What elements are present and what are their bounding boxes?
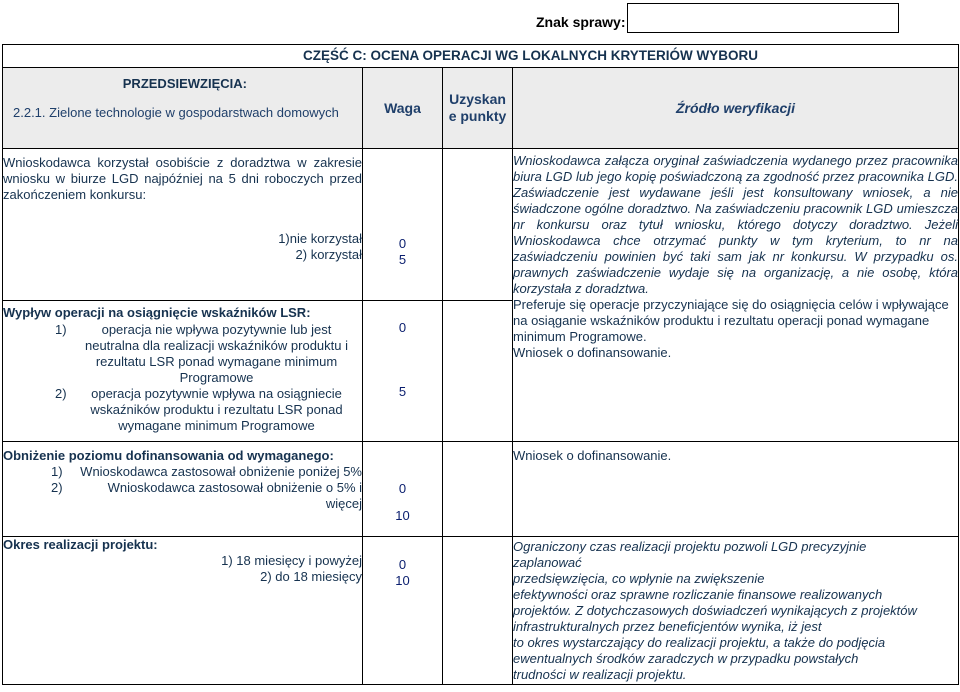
waga-label: Waga [384,100,421,116]
source-cell-dofinansowanie [513,442,959,537]
option-2 [3,480,362,512]
weight-1: 0 [398,557,407,572]
option-1-text: Wnioskodawca zastosował obniżenie poniżej 5% [80,464,362,479]
source-line: to okres wystarczający do realizacji projektu, a także do podjęcia [513,635,886,650]
option-1: 1) 18 miesięcy i powyżej [221,553,362,568]
option-1: 1)nie korzystał [278,231,362,246]
source-line: trudności w realizacji projektu. [513,667,687,682]
source-wniosek-2: Wniosek o dofinansowanie. [513,448,672,463]
weight-cell-wskazniki [363,301,443,442]
option-2-text: Wnioskodawca zastosował obniżenie o 5% i więcej [107,480,362,511]
criterion-doradztwo: Wnioskodawca korzystał osobiście z doradztwa w zakresie wniosku w biurze LGD najpóźniej na 5 dni roboczych przed zakończeniem konkursu: [3,155,362,202]
option-1-number: 1) [51,464,63,479]
source-line: ewentualnych środków zaradczych w przypadku powstałych [513,651,859,666]
weight-2: 10 [395,573,410,588]
criterion-cell-doradztwo [3,149,363,301]
criteria-table [2,44,959,685]
case-number-field[interactable] [627,3,899,33]
source-line: Ograniczony czas realizacji projektu pozwoli LGD precyzyjnie [513,539,867,554]
source-okres [513,539,958,683]
source-cell-doradztwo [513,149,959,442]
criterion-cell-dofinansowanie [3,442,363,537]
option-1-number: 1) [55,322,67,337]
source-wniosek-1: Wniosek o dofinansowanie. [513,345,672,360]
case-number-label: Znak sprawy: [536,14,626,30]
source-doradztwo: Wnioskodawca załącza oryginał zaświadczenia wydanego przez pracownika biura LGD lub jego kopię poświadczoną za zgodność przez pracownika LGD. Zaświadczenie jest wydawane jeśli jest konsultowany wniosek, a nie świadczone ogólne doradztwo. Na zaświadczeniu pracownik LGD umieszcza nr konkursu oraz tytuł wniosku, którego dotyczy doradztwo. Jeżeli Wnioskodawca chce otrzymać punkty w tym kryterium, to nr na zaświadczeniu powinien być taki sam jak nr konkursu. W przypadku os. prawnych zaświadczenie wydaje się na organizację, a nie osobę, która korzystała z doradztwa. [513,153,958,296]
weight-cell-dofinansowanie [363,442,443,537]
weight-1: 0 [398,320,407,335]
weight-1: 0 [398,481,407,496]
source-wskazniki: Preferuje się operacje przyczyniające się do osiągnięcia celów i wpływające na osiąganie wskaźników produktu i rezultatu operacji ponad wymagane minimum Programowe. [513,297,949,344]
przedsiewziecia-label: PRZEDSIEWZIĘCIA: [122,76,247,91]
uzyskane-label-line1: Uzyskan [449,91,506,107]
weight-2: 5 [398,252,407,267]
criterion-dofinansowanie: Obniżenie poziomu dofinansowania od wymaganego: [3,448,334,463]
weight-2: 10 [395,508,410,523]
points-cell-wskazniki[interactable] [443,301,513,442]
option-2: 2) do 18 miesięcy [260,569,362,584]
weight-2: 5 [398,384,407,399]
criterion-okres: Okres realizacji projektu: [3,537,158,552]
option-2: 2) korzystał [295,247,362,262]
points-cell-okres[interactable] [443,537,513,685]
points-cell-doradztwo[interactable] [443,149,513,301]
option-1 [3,464,362,480]
option-2-number: 2) [51,480,63,495]
weight-cell-doradztwo [363,149,443,301]
source-line: efektywności oraz sprawne rozliczanie finansowe realizowanych [513,587,883,602]
col-header-uzyskane [443,68,513,149]
source-cell-okres [513,537,959,685]
option-2 [3,386,362,434]
criterion-wskazniki: Wypływ operacji na osiągnięcie wskaźników LSR: [3,305,311,320]
weight-cell-okres [363,537,443,685]
uzyskane-label-line2: e punkty [448,108,507,124]
weight-1: 0 [398,236,407,251]
option-2-text: operacja pozytywnie wpływa na osiągniecie wskaźników produktu i rezultatu LSR ponad wymagane minimum Programowe [90,386,343,433]
section-header-cell [3,68,363,149]
section-title: 2.2.1. Zielone technologie w gospodarstwach domowych [13,105,339,120]
col-header-zrodlo [513,68,959,149]
criterion-cell-okres [3,537,363,685]
source-line: infrastrukturalnych przez beneficjentów wynika, iż jest [513,619,822,634]
part-title: CZĘŚĆ C: OCENA OPERACJI WG LOKALNYCH KRYTERIÓW WYBORU [3,45,959,68]
option-1 [3,322,362,386]
criterion-cell-wskazniki [3,301,363,442]
source-line: projektów. Z dotychczasowych doświadczeń wynikających z projektów [513,603,917,618]
option-1-text: operacja nie wpływa pozytywnie lub jest neutralna dla realizacji wskaźników produktu i rezultatu LSR ponad wymagane minimum Programowe [84,322,349,385]
source-line: przedsięwzięcia, co wpłynie na zwiększenie [513,571,765,586]
col-header-waga [363,68,443,149]
points-cell-dofinansowanie[interactable] [443,442,513,537]
option-2-number: 2) [55,386,67,401]
zrodlo-label: Źródło weryfikacji [675,100,796,116]
source-line: zaplanować [513,555,582,570]
